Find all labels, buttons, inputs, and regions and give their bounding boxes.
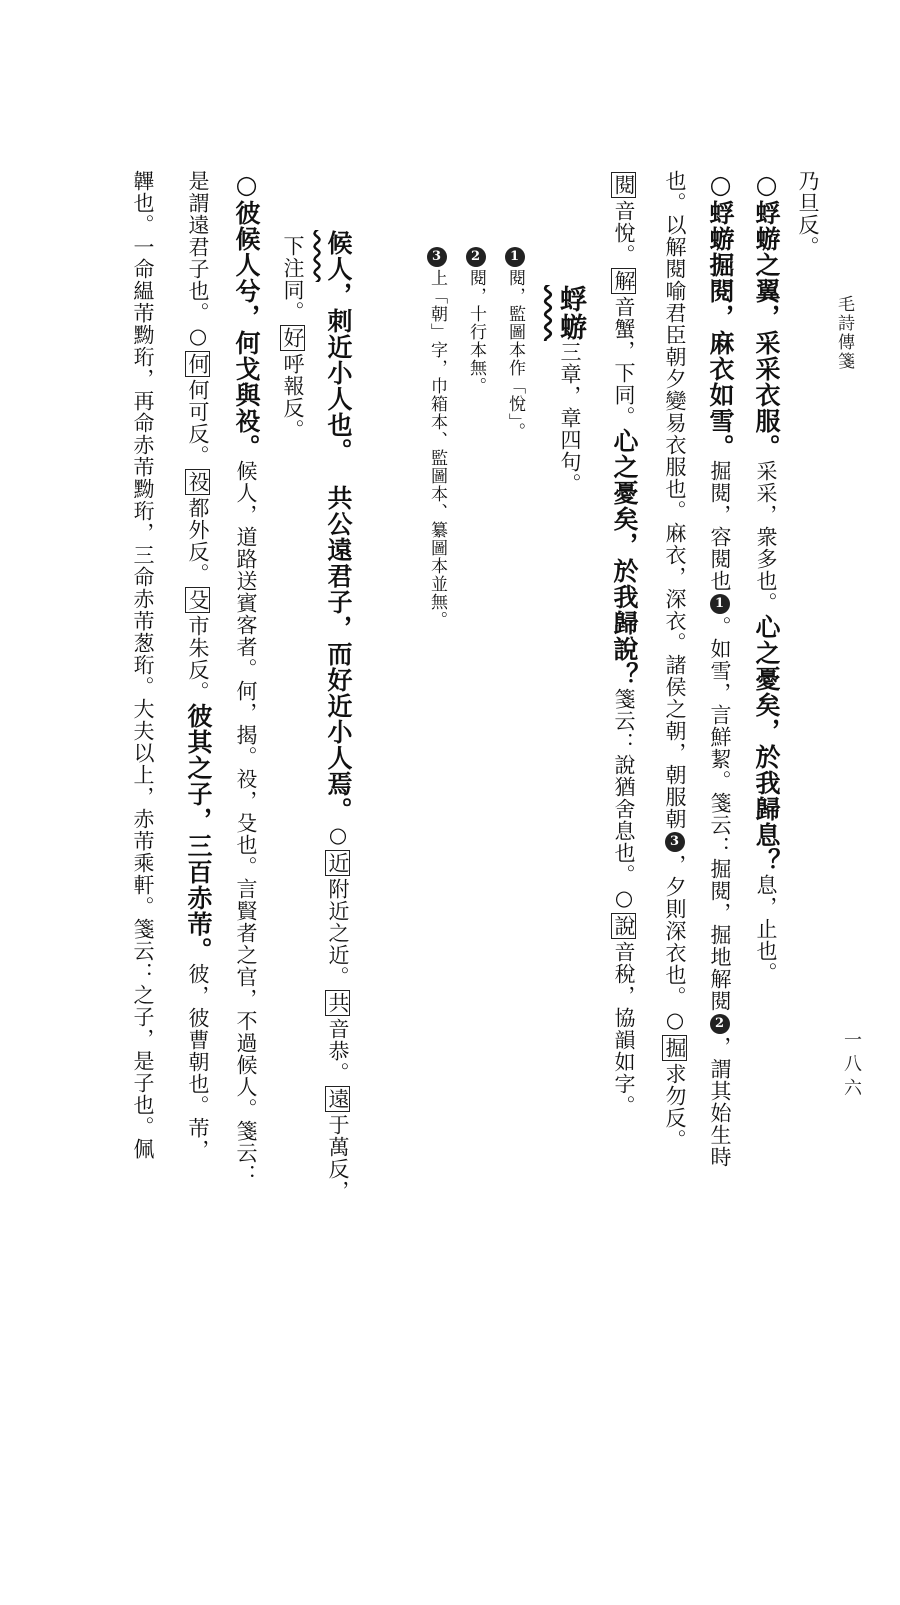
text-column-6 [552, 285, 588, 1405]
commentary-text: 于萬反， [326, 1114, 350, 1202]
commentary-text: 。如雪，言鮮絜。箋云：掘閱，掘地解閱 [708, 616, 732, 1012]
text-column-14 [125, 170, 161, 1290]
boxed-character: 閱 [612, 174, 636, 196]
boxed-character: 祋 [186, 471, 210, 493]
footnote-text: 上「朝」字，巾箱本、監圖本、纂圖本並無。 [427, 269, 447, 629]
commentary-text: 求勿反。 [663, 1063, 687, 1151]
text-column-2 [748, 170, 784, 1290]
verse-text: ○彼候人兮，何戈與祋。 [232, 170, 261, 460]
verse-text: ○蜉蝣之翼，采采衣服。 [752, 170, 781, 460]
commentary-text: 音恭。 [326, 1018, 350, 1084]
text-column-12 [228, 170, 264, 1290]
boxed-character: 好 [281, 327, 305, 349]
boxed-character: 掘 [663, 1037, 687, 1059]
book-title: 毛詩傳箋 [834, 295, 854, 371]
verse-text: 心之憂矣，於我歸息？ [752, 614, 781, 874]
verse-text: 彼其之子，三百赤芾。 [184, 703, 213, 963]
footnote-1 [497, 245, 533, 1365]
footnote-text: 閱，監圖本作「悅」。 [505, 269, 525, 441]
commentary-text: 箋云：說猶舍息也。○ [612, 688, 636, 911]
commentary-text: 呼報反。 [281, 353, 305, 441]
commentary-text: 市朱反。 [186, 615, 210, 703]
commentary-text: 是謂遠君子也。○ [186, 170, 210, 349]
text-column-3 [702, 170, 738, 1290]
text-column-1 [790, 170, 826, 1290]
verse-text: 心之憂矣，於我歸說？ [610, 428, 639, 688]
commentary-text: 都外反。 [186, 497, 210, 585]
text-column-4 [657, 170, 693, 1290]
commentary-text: ，謂其始生時 [708, 1036, 732, 1168]
boxed-character: 何 [186, 353, 210, 375]
commentary-text: 附近之近。 [326, 878, 350, 988]
commentary-text: 掘閱，容閱也 [708, 460, 732, 592]
commentary-text: 彼，彼曹朝也。芾， [186, 963, 210, 1161]
commentary-text: 也。以解閱喻君臣朝夕變易衣服也。麻衣，深衣。諸侯之朝，朝服朝 [663, 170, 687, 830]
commentary-text: 音蟹，下同。 [612, 296, 636, 428]
text-column-5 [606, 170, 642, 1290]
commentary-text: 音悅。 [612, 200, 636, 266]
footnote-3 [419, 245, 455, 1365]
verse-text: ○蜉蝣掘閱，麻衣如雪。 [706, 170, 735, 460]
boxed-character: 解 [612, 270, 636, 292]
commentary-text: ，夕則深衣也。○ [663, 854, 687, 1033]
preface-text: 共公遠君子，而好近小人焉。 [324, 485, 353, 823]
boxed-character: 遠 [326, 1088, 350, 1110]
commentary-text: 音稅，協韻如字。 [612, 941, 636, 1117]
commentary-text: 何可反。 [186, 379, 210, 467]
note-number: 2 [466, 247, 486, 267]
note-marker[interactable]: 1 [710, 594, 730, 614]
note-marker[interactable]: 2 [710, 1014, 730, 1034]
commentary-text: 采采，衆多也。 [754, 460, 778, 614]
commentary-text: 下注同。 [281, 235, 305, 323]
footnote-2 [458, 245, 494, 1365]
text-column-10b [320, 485, 356, 1605]
note-number: 1 [505, 247, 525, 267]
poem-title: 候人 [324, 230, 353, 282]
commentary-text: 乃旦反。 [796, 170, 820, 258]
boxed-character: 殳 [186, 589, 210, 611]
commentary-text: 韠也。一命緼芾黝珩，再命赤芾黝珩，三命赤芾葱珩。大夫以上，赤芾乘軒。箋云：之子，是子也。佩 [131, 170, 155, 1160]
boxed-character: 說 [612, 915, 636, 937]
text-column-11 [275, 235, 311, 1355]
page-number: 一八六 [841, 1030, 862, 1102]
poem-title: 蜉蝣 [555, 285, 586, 341]
commentary-text: ○ [326, 823, 350, 848]
footnote-text: 閱，十行本無。 [466, 269, 486, 395]
commentary-text: 候人，道路送賓客者。何，揭。祋，殳也。言賢者之官，不過候人。箋云： [234, 460, 258, 1186]
text-column-13 [180, 170, 216, 1290]
preface-text: ，刺近小人也。 [324, 282, 353, 464]
boxed-character: 近 [326, 852, 350, 874]
note-marker[interactable]: 3 [665, 832, 685, 852]
commentary-text: 息，止也。 [754, 874, 778, 984]
boxed-character: 共 [326, 992, 350, 1014]
chapter-count: 三章，章四句。 [558, 341, 582, 495]
note-number: 3 [427, 247, 447, 267]
